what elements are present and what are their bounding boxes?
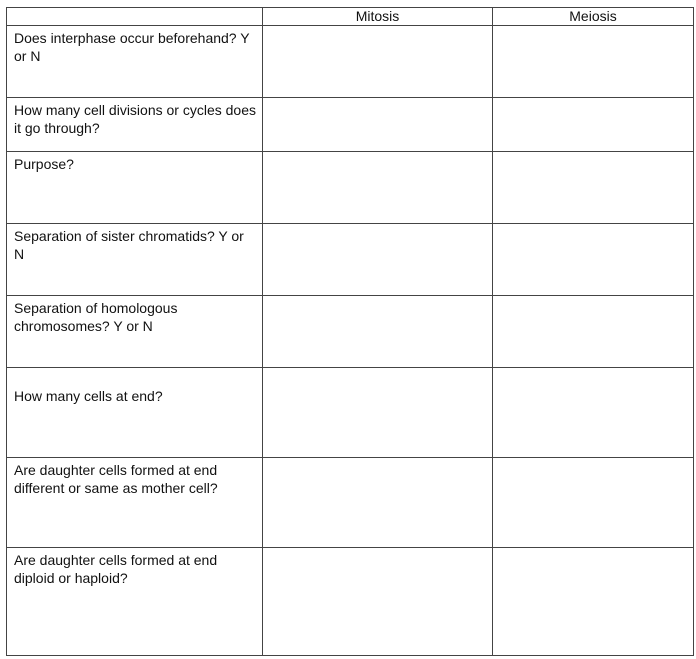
- table-row: [7, 224, 694, 296]
- mitosis-answer-cell[interactable]: [263, 26, 493, 98]
- table-row: [7, 458, 694, 548]
- meiosis-answer-cell[interactable]: [493, 224, 694, 296]
- question-cell: Does interphase occur beforehand? Y or N: [7, 26, 263, 98]
- meiosis-answer-cell[interactable]: [493, 296, 694, 368]
- mitosis-answer-cell[interactable]: [263, 296, 493, 368]
- header-blank: [7, 8, 263, 26]
- table-row: [7, 548, 694, 656]
- question-cell: How many cells at end?: [7, 368, 263, 458]
- question-cell: How many cell divisions or cycles does it go through?: [7, 98, 263, 152]
- meiosis-answer-cell[interactable]: [493, 26, 694, 98]
- meiosis-answer-cell[interactable]: [493, 152, 694, 224]
- mitosis-answer-cell[interactable]: [263, 368, 493, 458]
- mitosis-answer-cell[interactable]: [263, 458, 493, 548]
- table-row: [7, 152, 694, 224]
- table-row: [7, 98, 694, 152]
- question-cell: Separation of homologous chromosomes? Y or N: [7, 296, 263, 368]
- table-row: [7, 296, 694, 368]
- mitosis-answer-cell[interactable]: [263, 152, 493, 224]
- mitosis-answer-cell[interactable]: [263, 548, 493, 656]
- mitosis-answer-cell[interactable]: [263, 224, 493, 296]
- comparison-table: [6, 7, 694, 656]
- mitosis-answer-cell[interactable]: [263, 98, 493, 152]
- question-cell: Are daughter cells formed at end different or same as mother cell?: [7, 458, 263, 548]
- meiosis-answer-cell[interactable]: [493, 98, 694, 152]
- header-row: [7, 8, 694, 26]
- meiosis-answer-cell[interactable]: [493, 458, 694, 548]
- question-cell: Are daughter cells formed at end diploid or haploid?: [7, 548, 263, 656]
- header-meiosis: Meiosis: [493, 8, 694, 26]
- header-mitosis: Mitosis: [263, 8, 493, 26]
- table-row: [7, 368, 694, 458]
- meiosis-answer-cell[interactable]: [493, 548, 694, 656]
- table-row: [7, 26, 694, 98]
- meiosis-answer-cell[interactable]: [493, 368, 694, 458]
- question-cell: Purpose?: [7, 152, 263, 224]
- question-cell: Separation of sister chromatids? Y or N: [7, 224, 263, 296]
